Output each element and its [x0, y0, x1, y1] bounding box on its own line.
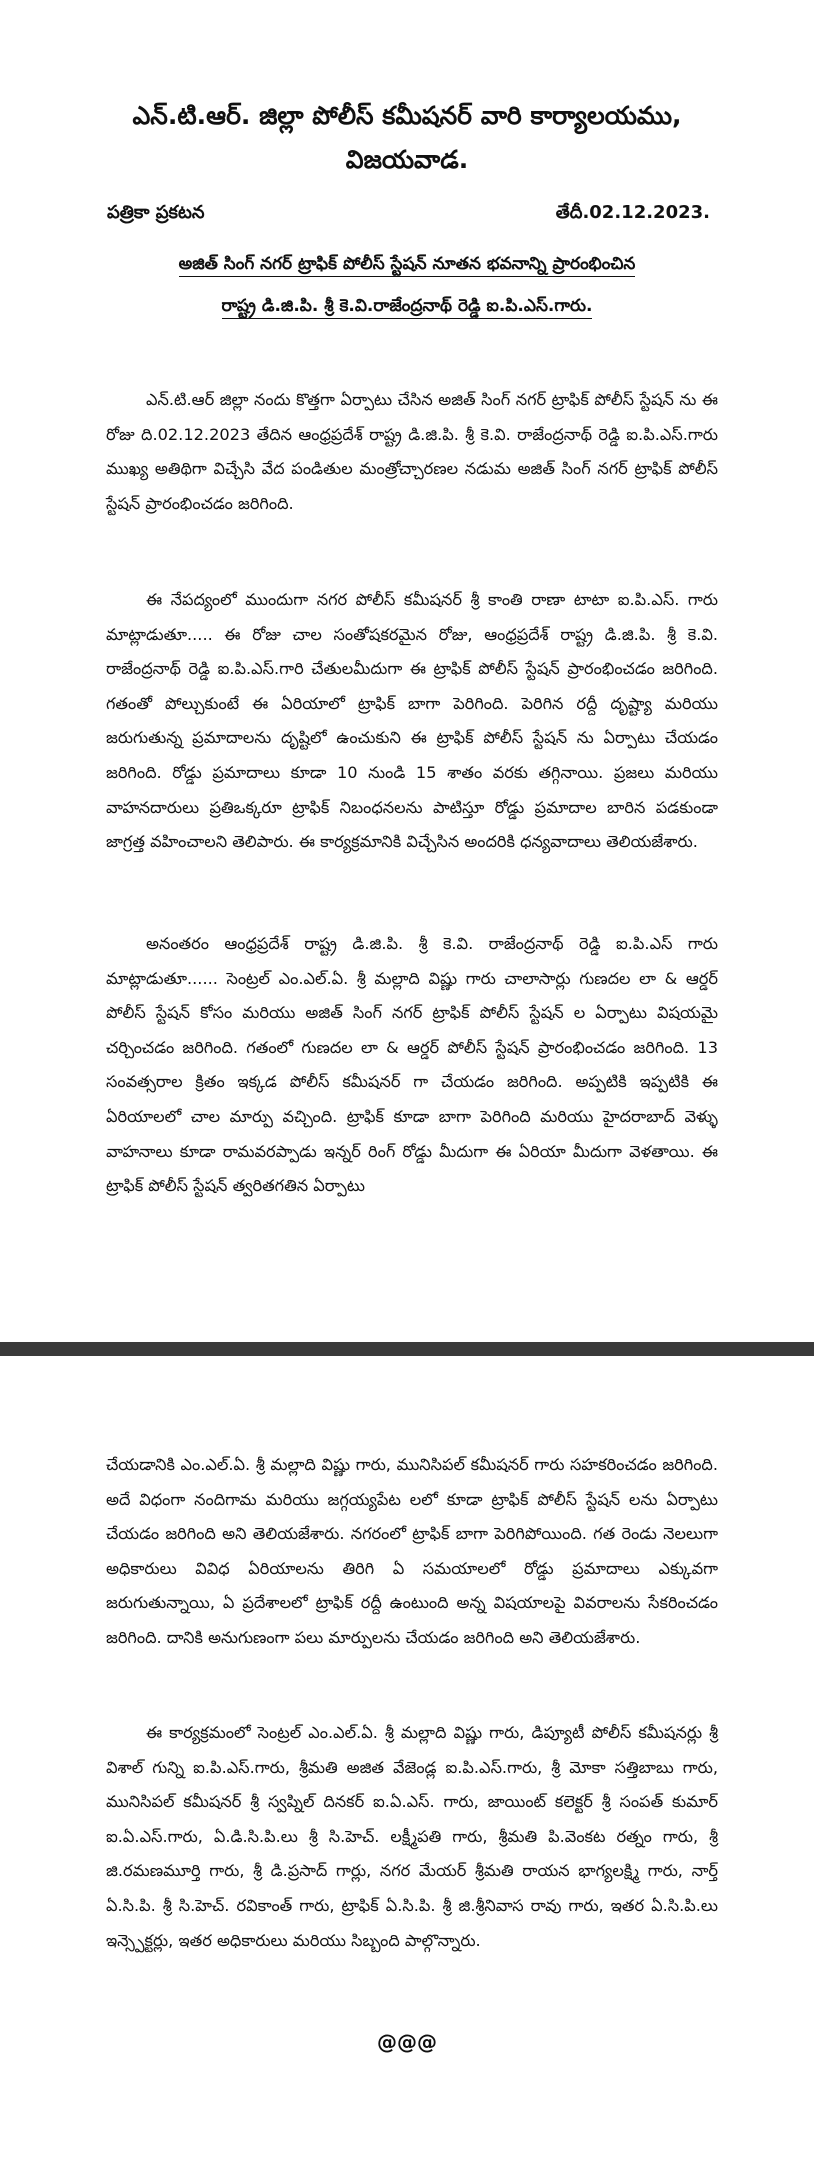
paragraph-2: ఈ నేపద్యంలో ముందుగా నగర పోలీస్ కమీషనర్ శ్రీ కాంతి రాణా టాటా ఐ.పి.ఎస్. గారు మాట్లాడుతూ..... ఈ రోజు చాల సంతోషకరమైన రోజు, ఆంధ్రప్రదేశ్ రాష్ట్ర డి.జి.పి. శ్రీ కె.వి. రాజేంద్రనాథ్ రెడ్డి ఐ.పి.ఎస్.గారి చేతులమీదుగా ఈ ట్రాఫిక్ పోలీస్ స్టేషన్ ప్రారంభించడం జరిగింది. గతంతో పోల్చుకుంటే ఈ ఏరియాలో ట్రాఫిక్ బాగా పెరిగింది. పెరిగిన రద్దీ దృష్ట్యా మరియు జరుగుతున్న ప్రమాదాలను దృష్టిలో ఉంచుకుని ఈ ట్రాఫిక్ పోలీస్ స్టేషన్ ను ఏర్పాటు చేయడం జరిగింది. రోడ్డు ప్రమాదాలు కూడా 10 నుండి 15 శాతం వరకు తగ్గినాయి. ప్రజలు మరియు వాహనదారులు ప్రతిఒక్కరూ ట్రాఫిక్ నిబంధనలను పాటిస్తూ రోడ్డు ప్రమాదాల బారిన పడకుండా జాగ్రత్త వహించాలని తెలిపారు. ఈ కార్యక్రమానికి విచ్చేసిన అందరికి ధన్యవాదాలు తెలియజేశారు. [106, 590, 718, 852]
press-release-label: పత్రికా ప్రకటన [107, 202, 205, 223]
release-date: తేదీ.02.12.2023. [555, 202, 710, 223]
office-title-line1: ఎన్.టి.ఆర్. జిల్లా పోలీస్ కమీషనర్ వారి కార్యాలయము, [132, 101, 682, 130]
subject-line2-text: రాష్ట్ర డి.జి.పి. శ్రీ కె.వి.రాజేంద్రనాథ్ రెడ్డి ఐ.పి.ఎస్.గారు. [222, 296, 593, 319]
subject-line2 [0, 289, 814, 323]
end-mark: @@@ [377, 2030, 437, 2054]
subject-line1-text: అజిత్ సింగ్ నగర్ ట్రాఫిక్ పోలీస్ స్టేషన్ నూతన భవనాన్ని ప్రారంభించిన [179, 254, 636, 277]
page-divider [0, 1342, 814, 1356]
subject-line1 [0, 247, 814, 281]
paragraph-1: ఎన్.టి.ఆర్ జిల్లా నందు కొత్తగా ఏర్పాటు చేసిన అజిత్ సింగ్ నగర్ ట్రాఫిక్ పోలీస్ స్టేషన్ ను ఈ రోజు ది.02.12.2023 తేదిన ఆంధ్రప్రదేశ్ రాష్ట్ర డి.జి.పి. శ్రీ కె.వి. రాజేంద్రనాథ్ రెడ్డి ఐ.పి.ఎస్.గారు ముఖ్య అతిథిగా విచ్చేసి వేద పండితుల మంత్రోచ్చారణల నడుమ అజిత్ సింగ్ నగర్ ట్రాఫిక్ పోలీస్ స్టేషన్ ప్రారంభించడం జరిగింది. [106, 390, 718, 513]
paragraph-3-continued: చేయడానికి ఎం.ఎల్.ఏ. శ్రీ మల్లాది విష్ణు గారు, మునిసిపల్ కమీషనర్ గారు సహకరించడం జరిగింది. అదే విధంగా నందిగామ మరియు జగ్గయ్యపేట లలో కూడా ట్రాఫిక్ పోలీస్ స్టేషన్ లను ఏర్పాటు చేయడం జరిగింది అని తెలియజేశారు. నగరంలో ట్రాఫిక్ బాగా పెరిగిపోయింది. గత రెండు నెలలుగా అధికారులు వివిధ ఏరియాలను తిరిగి ఏ సమయాలలో రోడ్డు ప్రమాదాలు ఎక్కువగా జరుగుతున్నాయి, ఏ ప్రదేశాలలో ట్రాఫిక్ రద్దీ ఉంటుంది అన్న విషయాలపై వివరాలను సేకరించడం జరిగింది. దానికి అనుగుణంగా పలు మార్పులను చేయడం జరిగింది అని తెలియజేశారు. [106, 1455, 718, 1647]
office-title-line2: విజయవాడ. [345, 145, 469, 174]
paragraph-3: అనంతరం ఆంధ్రప్రదేశ్ రాష్ట్ర డి.జి.పి. శ్రీ కె.వి. రాజేంద్రనాథ్ రెడ్డి ఐ.పి.ఎస్ గారు మాట్లాడుతూ...... సెంట్రల్ ఎం.ఎల్.ఏ. శ్రీ మల్లాది విష్ణు గారు చాలాసార్లు గుణదల లా & ఆర్డర్ పోలీస్ స్టేషన్ కోసం మరియు అజిత్ సింగ్ నగర్ ట్రాఫిక్ పోలీస్ స్టేషన్ ల ఏర్పాటు విషయమై చర్చించడం జరిగింది. గతంలో గుణదల లా & ఆర్డర్ పోలీస్ స్టేషన్ ప్రారంభించడం జరిగింది. 13 సంవత్సరాల క్రితం ఇక్కడ పోలీస్ కమీషనర్ గా చేయడం జరిగింది. అప్పటికి ఇప్పటికి ఈ ఏరియాలలో చాల మార్పు వచ్చింది. ట్రాఫిక్ కూడా బాగా పెరిగింది మరియు హైదరాబాద్ వెళ్ళు వాహనాలు కూడా రామవరప్పాడు ఇన్నర్ రింగ్ రోడ్డు మీదుగా ఈ ఏరియా మీదుగా వెళతాయి. ఈ ట్రాఫిక్ పోలీస్ స్టేషన్ త్వరితగతిన ఏర్పాటు [106, 934, 718, 1196]
paragraph-4: ఈ కార్యక్రమంలో సెంట్రల్ ఎం.ఎల్.ఏ. శ్రీ మల్లాది విష్ణు గారు, డిప్యూటీ పోలీస్ కమీషనర్లు శ్రీ విశాల్ గున్ని ఐ.పి.ఎస్.గారు, శ్రీమతి అజిత వేజెండ్ల ఐ.పి.ఎస్.గారు, శ్రీ మోకా సత్తిబాబు గారు, మునిసిపల్ కమీషనర్ శ్రీ స్వప్నిల్ దినకర్ ఐ.ఏ.ఎస్. గారు, జాయింట్ కలెక్టర్ శ్రీ సంపత్ కుమార్ ఐ.ఏ.ఎస్.గారు, ఏ.డి.సి.పి.లు శ్రీ సి.హెచ్. లక్ష్మీపతి గారు, శ్రీమతి పి.వెంకట రత్నం గారు, శ్రీ జి.రమణమూర్తి గారు, శ్రీ డి.ప్రసాద్ గార్లు, నగర మేయర్ శ్రీమతి రాయన భాగ్యలక్ష్మి గారు, నార్త్ ఏ.సి.పి. శ్రీ సి.హెచ్. రవికాంత్ గారు, ట్రాఫిక్ ఏ.సి.పి. శ్రీ జి.శ్రీనివాస రావు గారు, ఇతర ఏ.సి.పి.లు ఇన్స్పెక్టర్లు, ఇతర అధికారులు మరియు సిబ్బంది పాల్గొన్నారు. [106, 1723, 718, 1950]
